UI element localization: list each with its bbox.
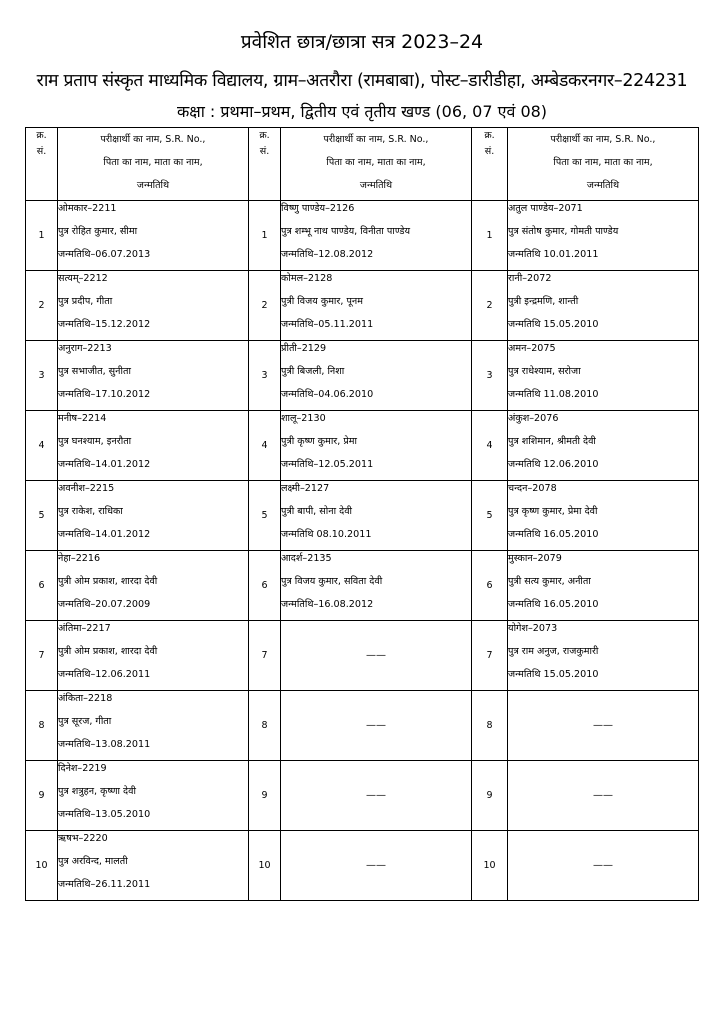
- student-info-cell: [281, 551, 472, 621]
- empty-cell-mark: ——: [281, 691, 472, 761]
- student-name-srno: अंतिमा–2217: [58, 623, 111, 634]
- student-name-srno: अवनीश–2215: [58, 483, 115, 494]
- student-info-cell: [58, 551, 249, 621]
- table-row: [26, 761, 699, 831]
- serial-number-cell: 4: [472, 411, 508, 481]
- parent-names: पुत्र विजय कुमार, सविता देवी: [281, 576, 383, 587]
- parent-names: पुत्र कृष्ण कुमार, प्रेमा देवी: [508, 506, 598, 517]
- parent-names: पुत्र शम्भू नाथ पाण्डेय, विनीता पाण्डेय: [281, 226, 411, 237]
- student-info-cell: [58, 271, 249, 341]
- table-row: [26, 551, 699, 621]
- student-name-srno: सत्यम्–2212: [58, 273, 108, 284]
- student-info-cell: [58, 831, 249, 901]
- parent-names: पुत्र घनश्याम, इनरौता: [58, 436, 132, 447]
- student-name-srno: ऋषभ–2220: [58, 833, 108, 844]
- serial-number-cell: 4: [26, 411, 58, 481]
- col-header-info: परीक्षार्थी का नाम, S.R. No., पिता का नाम, माता का नाम, जन्मतिथि: [281, 128, 472, 201]
- parent-names: पुत्र सूरज, गीता: [58, 716, 112, 727]
- table-header-row: [26, 128, 699, 201]
- parent-names: पुत्री बिजली, निशा: [281, 366, 345, 377]
- student-name-srno: अंकिता–2218: [58, 693, 113, 704]
- empty-cell-mark: ——: [508, 761, 699, 831]
- serial-number-cell: 6: [472, 551, 508, 621]
- student-info-cell: [508, 411, 699, 481]
- table-row: [26, 831, 699, 901]
- empty-cell-mark: ——: [508, 831, 699, 901]
- parent-names: पुत्री कृष्ण कुमार, प्रेमा: [281, 436, 358, 447]
- date-of-birth: जन्मतिथि–13.05.2010: [58, 809, 151, 820]
- serial-number-cell: 9: [472, 761, 508, 831]
- serial-number-cell: 10: [472, 831, 508, 901]
- student-info-cell: [58, 201, 249, 271]
- student-name-srno: ओमकार–2211: [58, 203, 117, 214]
- student-name-srno: आदर्श–2135: [281, 553, 332, 564]
- student-info-cell: [508, 271, 699, 341]
- date-of-birth: जन्मतिथि–20.07.2009: [58, 599, 151, 610]
- empty-cell-mark: ——: [281, 831, 472, 901]
- serial-number-cell: 6: [26, 551, 58, 621]
- parent-names: पुत्र रोहित कुमार, सीमा: [58, 226, 138, 237]
- student-info-cell: [508, 621, 699, 691]
- student-name-srno: मनीष–2214: [58, 413, 107, 424]
- serial-number-cell: 8: [26, 691, 58, 761]
- student-roster-table: [25, 127, 699, 901]
- serial-number-cell: 9: [26, 761, 58, 831]
- student-info-cell: [508, 341, 699, 411]
- student-info-cell: [58, 481, 249, 551]
- serial-number-cell: 2: [472, 271, 508, 341]
- student-name-srno: अंकुश–2076: [508, 413, 559, 424]
- date-of-birth: जन्मतिथि 16.05.2010: [508, 529, 599, 540]
- date-of-birth: जन्मतिथि–05.11.2011: [281, 319, 374, 330]
- table-row: [26, 341, 699, 411]
- parent-names: पुत्र शशिमान, श्रीमती देवी: [508, 436, 596, 447]
- serial-number-cell: 8: [249, 691, 281, 761]
- student-name-srno: रानी–2072: [508, 273, 552, 284]
- parent-names: पुत्री ओम प्रकाश, शारदा देवी: [58, 576, 158, 587]
- student-name-srno: अनुराग–2213: [58, 343, 112, 354]
- table-row: [26, 691, 699, 761]
- student-info-cell: [508, 481, 699, 551]
- col-header-sn: क्र. सं.: [472, 128, 508, 201]
- parent-names: पुत्री विजय कुमार, पूनम: [281, 296, 363, 307]
- date-of-birth: जन्मतिथि–15.12.2012: [58, 319, 151, 330]
- date-of-birth: जन्मतिथि 12.06.2010: [508, 459, 599, 470]
- date-of-birth: जन्मतिथि–13.08.2011: [58, 739, 151, 750]
- parent-names: पुत्र प्रदीप, गीता: [58, 296, 113, 307]
- date-of-birth: जन्मतिथि–26.11.2011: [58, 879, 151, 890]
- table-row: [26, 201, 699, 271]
- student-name-srno: विष्णु पाण्डेय–2126: [281, 203, 355, 214]
- student-name-srno: अमन–2075: [508, 343, 556, 354]
- student-info-cell: [508, 201, 699, 271]
- student-name-srno: योगेश–2073: [508, 623, 558, 634]
- serial-number-cell: 3: [249, 341, 281, 411]
- student-name-srno: दिनेश–2219: [58, 763, 107, 774]
- date-of-birth: जन्मतिथि 08.10.2011: [281, 529, 372, 540]
- serial-number-cell: 8: [472, 691, 508, 761]
- parent-names: पुत्री सत्य कुमार, अनीता: [508, 576, 591, 587]
- parent-names: पुत्री ओम प्रकाश, शारदा देवी: [58, 646, 158, 657]
- table-body: [26, 201, 699, 901]
- serial-number-cell: 1: [249, 201, 281, 271]
- parent-names: पुत्र राधेश्याम, सरोजा: [508, 366, 581, 377]
- serial-number-cell: 6: [249, 551, 281, 621]
- date-of-birth: जन्मतिथि–14.01.2012: [58, 459, 151, 470]
- student-info-cell: [58, 761, 249, 831]
- date-of-birth: जन्मतिथि 16.05.2010: [508, 599, 599, 610]
- serial-number-cell: 3: [472, 341, 508, 411]
- student-info-cell: [58, 341, 249, 411]
- date-of-birth: जन्मतिथि–12.05.2011: [281, 459, 374, 470]
- parent-names: पुत्र अरविन्द, मालती: [58, 856, 128, 867]
- col-header-info: परीक्षार्थी का नाम, S.R. No., पिता का नाम, माता का नाम, जन्मतिथि: [508, 128, 699, 201]
- date-of-birth: जन्मतिथि–04.06.2010: [281, 389, 374, 400]
- serial-number-cell: 2: [249, 271, 281, 341]
- date-of-birth: जन्मतिथि 11.08.2010: [508, 389, 599, 400]
- school-name: राम प्रताप संस्कृत माध्यमिक विद्यालय, ग्राम–अतरौरा (रामबाबा), पोस्ट–डारीडीहा, अम्बेडकरनगर–224231: [36, 71, 688, 91]
- date-of-birth: जन्मतिथि–16.08.2012: [281, 599, 374, 610]
- serial-number-cell: 5: [472, 481, 508, 551]
- page-title: प्रवेशित छात्र/छात्रा सत्र 2023–24: [240, 31, 484, 53]
- student-name-srno: अतुल पाण्डेय–2071: [508, 203, 583, 214]
- date-of-birth: जन्मतिथि–14.01.2012: [58, 529, 151, 540]
- parent-names: पुत्र राम अनुज, राजकुमारी: [508, 646, 599, 657]
- serial-number-cell: 7: [472, 621, 508, 691]
- col-header-sn: क्र. सं.: [26, 128, 58, 201]
- serial-number-cell: 7: [249, 621, 281, 691]
- student-info-cell: [58, 691, 249, 761]
- student-name-srno: नेहा–2216: [58, 553, 101, 564]
- date-of-birth: जन्मतिथि 15.05.2010: [508, 319, 599, 330]
- student-info-cell: [281, 271, 472, 341]
- serial-number-cell: 10: [26, 831, 58, 901]
- empty-cell-mark: ——: [281, 621, 472, 691]
- parent-names: पुत्री बापी, सोना देवी: [281, 506, 353, 517]
- table-row: [26, 411, 699, 481]
- serial-number-cell: 3: [26, 341, 58, 411]
- date-of-birth: जन्मतिथि–12.06.2011: [58, 669, 151, 680]
- col-header-sn: क्र. सं.: [249, 128, 281, 201]
- date-of-birth: जन्मतिथि–06.07.2013: [58, 249, 151, 260]
- serial-number-cell: 10: [249, 831, 281, 901]
- student-info-cell: [281, 341, 472, 411]
- serial-number-cell: 1: [26, 201, 58, 271]
- student-info-cell: [508, 551, 699, 621]
- date-of-birth: जन्मतिथि–12.08.2012: [281, 249, 374, 260]
- serial-number-cell: 1: [472, 201, 508, 271]
- table-row: [26, 271, 699, 341]
- student-name-srno: कोमल–2128: [281, 273, 333, 284]
- col-header-info: परीक्षार्थी का नाम, S.R. No., पिता का नाम, माता का नाम, जन्मतिथि: [58, 128, 249, 201]
- parent-names: पुत्र सभाजीत, सुनीता: [58, 366, 131, 377]
- student-name-srno: मुस्कान–2079: [508, 553, 562, 564]
- parent-names: पुत्र राकेश, राधिका: [58, 506, 123, 517]
- serial-number-cell: 4: [249, 411, 281, 481]
- table-row: [26, 621, 699, 691]
- serial-number-cell: 5: [26, 481, 58, 551]
- class-line: कक्षा : प्रथमा–प्रथम, द्वितीय एवं तृतीय खण्ड (06, 07 एवं 08): [176, 102, 548, 121]
- student-info-cell: [58, 621, 249, 691]
- student-info-cell: [58, 411, 249, 481]
- student-info-cell: [281, 411, 472, 481]
- serial-number-cell: 9: [249, 761, 281, 831]
- student-name-srno: लक्ष्मी–2127: [281, 483, 330, 494]
- empty-cell-mark: ——: [281, 761, 472, 831]
- student-name-srno: चन्दन–2078: [508, 483, 557, 494]
- student-info-cell: [281, 481, 472, 551]
- parent-names: पुत्र संतोष कुमार, गोमती पाण्डेय: [508, 226, 619, 237]
- serial-number-cell: 7: [26, 621, 58, 691]
- date-of-birth: जन्मतिथि 15.05.2010: [508, 669, 599, 680]
- empty-cell-mark: ——: [508, 691, 699, 761]
- date-of-birth: जन्मतिथि 10.01.2011: [508, 249, 599, 260]
- parent-names: पुत्री इन्द्रमणि, शान्ती: [508, 296, 579, 307]
- table-row: [26, 481, 699, 551]
- student-name-srno: प्रीती–2129: [281, 343, 327, 354]
- parent-names: पुत्र शत्रुहन, कृष्णा देवी: [58, 786, 136, 797]
- student-info-cell: [281, 201, 472, 271]
- date-of-birth: जन्मतिथि–17.10.2012: [58, 389, 151, 400]
- student-name-srno: शालू–2130: [281, 413, 326, 424]
- serial-number-cell: 2: [26, 271, 58, 341]
- serial-number-cell: 5: [249, 481, 281, 551]
